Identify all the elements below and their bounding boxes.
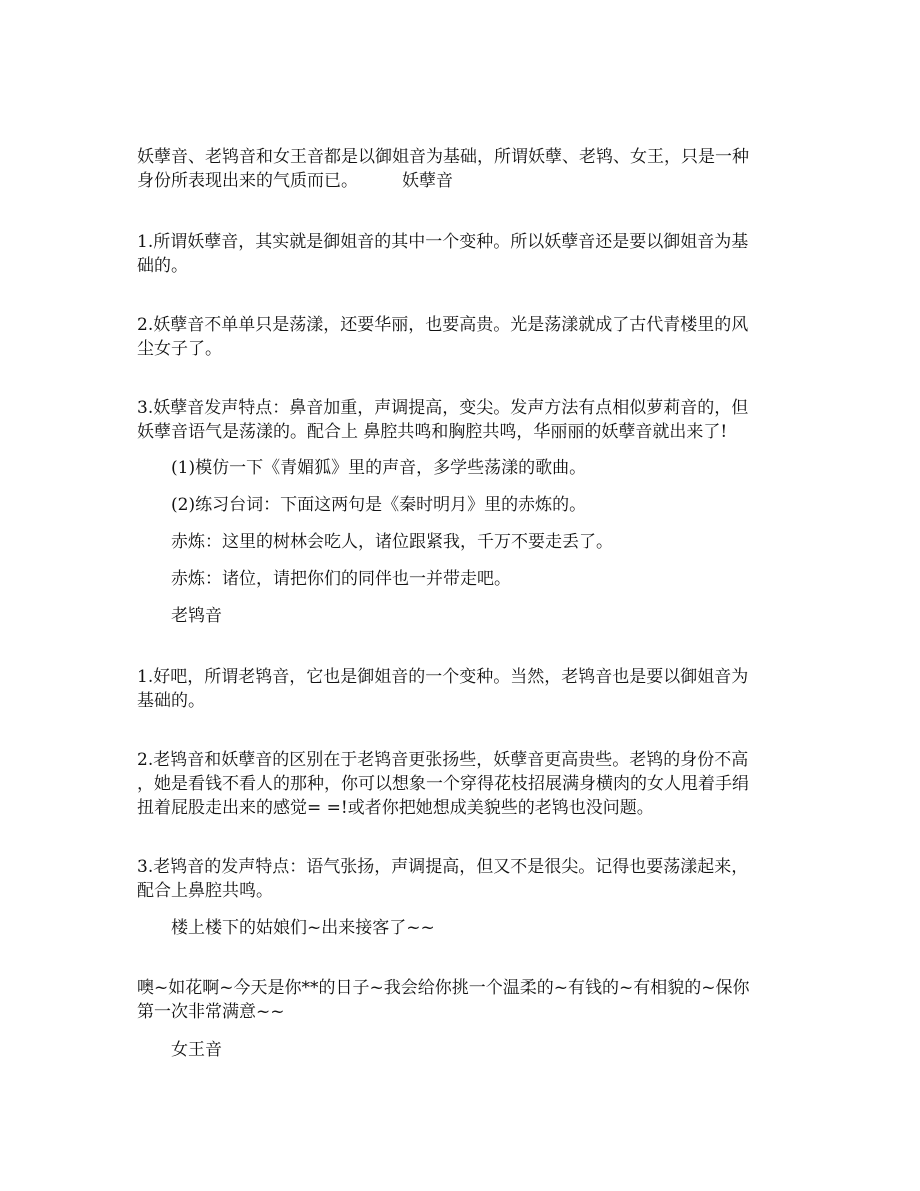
yaonie-p2-line-2: 尘女子了。 [137,339,222,359]
heading-laobao: 老鸨音 [171,606,222,626]
yaonie-dialogue-1: 赤炼：这里的树林会吃人，诸位跟紧我，千万不要走丢了。 [171,532,613,552]
intro-line-2 [137,169,797,193]
heading-yaonie: 妖孽音 [402,171,453,191]
yaonie-p3-line-1: 3.妖孽音发声特点：鼻音加重，声调提高，变尖。发声方法有点相似萝莉音的，但 [137,398,749,418]
laobao-p3-line-2: 配合上鼻腔共鸣。 [137,881,273,901]
yaonie-p1-line-1: 1.所谓妖孽音，其实就是御姐音的其中一个变种。所以妖孽音还是要以御姐音为基 [137,232,749,252]
intro-text: 身份所表现出来的气质而已。 [137,171,358,191]
laobao-p3-line-1: 3.老鸨音的发声特点：语气张扬，声调提高，但又不是很尖。记得也要荡漾起来， [137,857,749,877]
laobao-p2-line-2: ，她是看钱不看人的那种，你可以想象一个穿得花枝招展满身横肉的女人甩着手绢 [137,774,749,794]
laobao-p2-line-1: 2.老鸨音和妖孽音的区别在于老鸨音更张扬些，妖孽音更高贵些。老鸨的身份不高 [137,750,749,770]
laobao-example-2-line-1: 噢~如花啊~今天是你**的日子~我会给你挑一个温柔的~有钱的~有相貌的~保你 [137,978,750,998]
yaonie-p3-line-2: 妖孽音语气是荡漾的。配合上 鼻腔共鸣和胸腔共鸣，华丽丽的妖孽音就出来了! [137,422,728,442]
yaonie-dialogue-2: 赤炼：诸位，请把你们的同伴也一并带走吧。 [171,569,511,589]
intro-line-1: 妖孽音、老鸨音和女王音都是以御姐音为基础，所谓妖孽、老鸨、女王，只是一种 [137,147,749,167]
laobao-example-1: 楼上楼下的姑娘们~出来接客了~~ [171,918,435,938]
yaonie-exercise-2: (2)练习台词：下面这两句是《秦时明月》里的赤炼的。 [171,495,587,515]
yaonie-p2-line-1: 2.妖孽音不单单只是荡漾，还要华丽，也要高贵。光是荡漾就成了古代青楼里的风 [137,315,749,335]
laobao-p2-line-3: 扭着屁股走出来的感觉= =!或者你把她想成美貌些的老鸨也没问题。 [137,798,654,818]
laobao-p1-line-1: 1.好吧，所谓老鸨音，它也是御姐音的一个变种。当然，老鸨音也是要以御姐音为 [137,667,749,687]
laobao-example-2-line-2: 第一次非常满意~~ [137,1002,285,1022]
heading-nvwang: 女王音 [171,1040,222,1060]
yaonie-p1-line-2: 础的。 [137,256,188,276]
laobao-p1-line-2: 基础的。 [137,691,205,711]
yaonie-exercise-1: (1)模仿一下《青媚狐》里的声音，多学些荡漾的歌曲。 [171,458,587,478]
